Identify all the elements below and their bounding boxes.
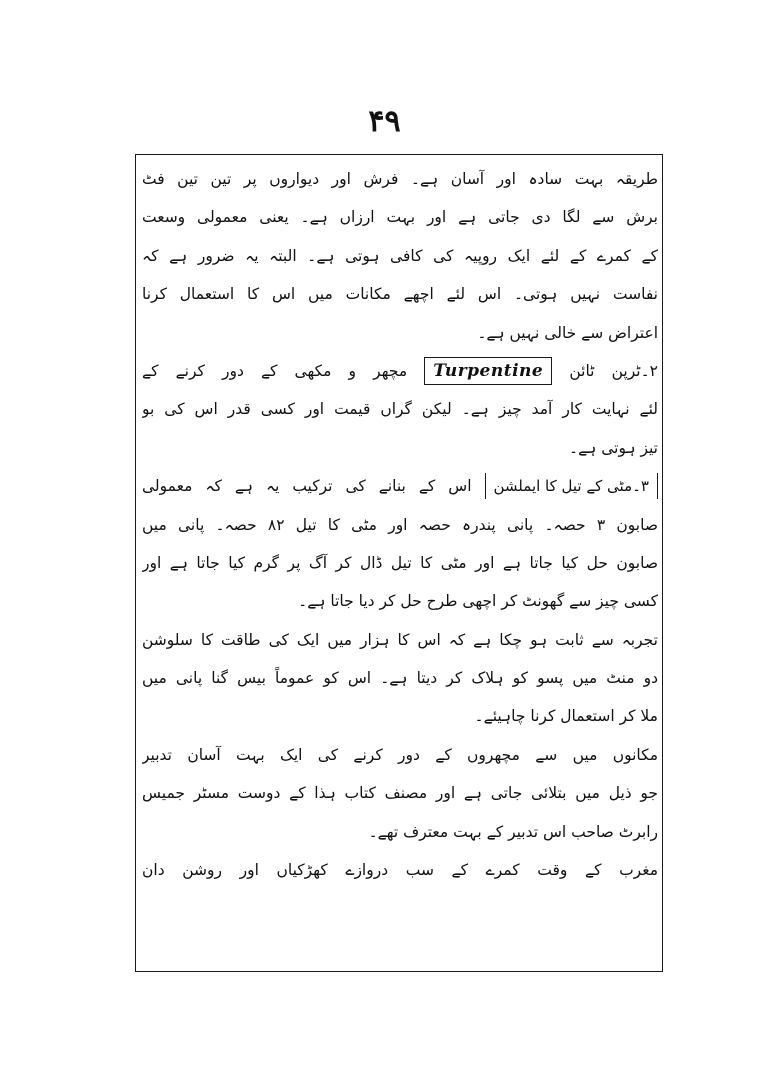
text-line: صابون حل کیا جاتا ہے اور مٹی کا تیل ڈال کر آگ پر گرم کیا جاتا ہے اور: [142, 553, 658, 572]
text-line: تجربہ سے ثابت ہو چکا ہے کہ اس کا ہزار میں ایک کی طاقت کا سلوشن: [142, 630, 658, 649]
text-line: دو منٹ میں پسو کو ہلاک کر دیتا ہے۔ اس کو عموماً بیس گنا پانی میں: [142, 669, 658, 688]
page-number: ۴۹: [368, 104, 401, 139]
text-line: لئے نہایت کار آمد چیز ہے۔ لیکن گراں قیمت اور کسی قدر اس کی بو: [142, 400, 658, 419]
turpentine-heading: ۲۔ٹرپن ٹائن: [569, 361, 658, 380]
text-line: نفاست نہیں ہوتی۔ اس لئے اچھے مکانات میں اس کا استعمال کرنا: [142, 285, 658, 304]
text-line: مکانوں میں سے مچھروں کے دور کرنے کی ایک بہت آسان تدبیر: [142, 745, 658, 764]
text-line: جو ذیل میں بتلائی جاتی ہے اور مصنف کتاب ہذا کے دوست مسٹر جمیس: [142, 784, 658, 803]
text-line: صابون ۳ حصہ۔ پانی پندرہ حصہ اور مٹی کا تیل ۸۲ حصہ۔ پانی میں: [142, 515, 658, 534]
text-line-turpentine: [142, 352, 658, 390]
emulsion-text: اس کے بنانے کی ترکیب یہ ہے کہ معمولی: [142, 477, 472, 496]
body-text: [142, 160, 658, 889]
emulsion-heading: ۳۔مٹی کے تیل کا ایملشن: [485, 473, 658, 499]
text-line: برش سے لگا دی جاتی ہے اور بہت ارزاں ہے۔ یعنی معمولی وسعت: [142, 208, 658, 227]
text-line: رابرٹ صاحب اس تدبیر کے بہت معترف تھے۔: [368, 822, 658, 841]
text-line: کے کمرے کے لئے ایک روپیہ کی کافی ہوتی ہے۔ البتہ یہ ضرور ہے کہ: [142, 246, 658, 265]
text-line: ملا کر استعمال کرنا چاہیئے۔: [474, 707, 658, 726]
text-line: تیز ہوتی ہے۔: [569, 438, 658, 457]
turpentine-english-term: Turpentine: [424, 357, 552, 385]
text-line: اعتراض سے خالی نہیں ہے۔: [477, 323, 658, 342]
text-line: طریقہ بہت سادہ اور آسان ہے۔ فرش اور دیواروں پر تین تین فٹ: [142, 170, 658, 188]
text-line: مغرب کے وقت کمرے کے سب دروازے کھڑکیاں اور روشن دان: [142, 861, 658, 880]
text-line-emulsion: [142, 467, 658, 505]
turpentine-text: مچھر و مکھی کے دور کرنے کے: [142, 361, 408, 380]
text-line: کسی چیز سے گھونٹ کر اچھی طرح حل کر دیا جاتا ہے۔: [298, 592, 658, 611]
